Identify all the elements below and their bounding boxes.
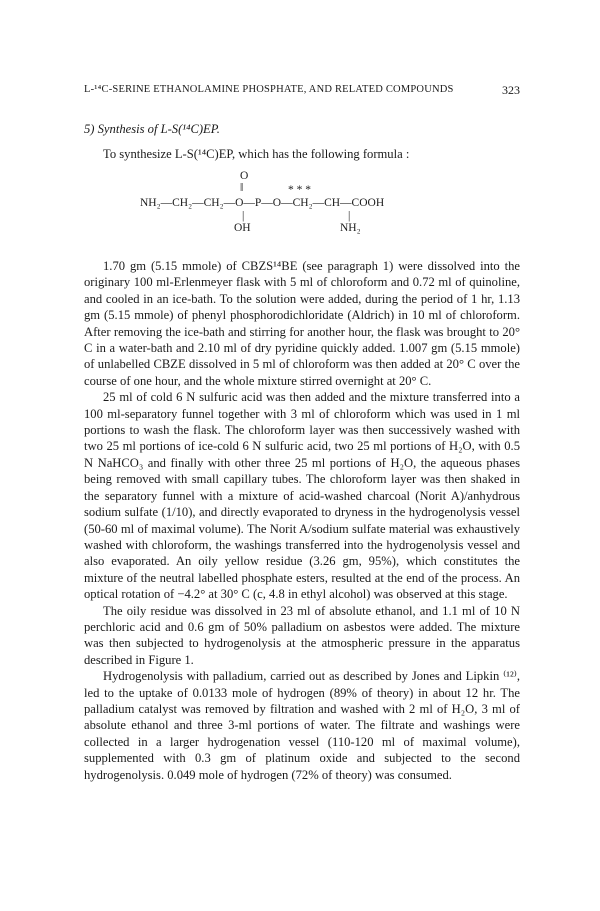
formula-hydroxyl: OH (234, 222, 251, 234)
formula-main-chain: NH₂—CH₂—CH₂—O—P—O—CH₂—CH—COOH (140, 197, 385, 209)
paragraph-1: 1.70 gm (5.15 mmole) of CBZS¹⁴BE (see paragraph 1) were dissolved into the originary 100 ml-Erlenmeyer flask with 5 ml of chloroform and 0.72 ml of quinoline, and cooled in an ice-bath. To the solution were added, during the period of 1 hr, 1.13 gm (5.15 mmole) of phenyl phosphorodichloridate (Aldrich) in 10 ml of chloroform. After removing the ice-bath and stirring for another hour, the flask was brought to 20° C in a water-bath and 2.10 ml of dry pyridine quickly added. 1.007 gm (5.15 mmole) of unlabelled CBZE dissolved in 5 ml of chloroform was then added at 20° C over the course of one hour, and the whole mixture stirred overnight at 20° C. (84, 259, 520, 388)
running-header (84, 84, 520, 100)
formula-double-bond: ‖ (240, 182, 244, 194)
paragraph-3: The oily residue was dissolved in 23 ml of absolute ethanol, and 1.1 ml of 10 N perchloric acid and 0.6 gm of 50% palladium on asbestos were added. The mixture was then subjected to hydrogenolysis at the atmospheric pressure in the apparatus described in Figure 1. (84, 603, 520, 667)
body-text (84, 258, 520, 783)
formula-labels-stars: * * * (288, 184, 311, 196)
formula-single-bond-left: | (242, 210, 245, 222)
page-number: 323 (502, 83, 520, 97)
running-title: L-¹⁴C-SERINE ETHANOLAMINE PHOSPHATE, AND RELATED COMPOUNDS (84, 84, 454, 95)
formula-amine: NH₂ (340, 222, 361, 234)
chemical-formula (130, 170, 450, 250)
section-heading: 5) Synthesis of L-S(¹⁴C)EP. (84, 122, 220, 136)
paragraph-2: 25 ml of cold 6 N sulfuric acid was then added and the mixture transferred into a 100 ml-separatory funnel together with 3 ml of chloroform which was used in 1 ml portions to wash the flask. The chloroform layer was then successively washed with two 25 ml portions of ice-cold 6 N sulfuric acid, two 25 ml portions of H₂O, with 0.5 N NaHCO₃ and finally with other three 25 ml portions of H₂O, the aqueous phases being removed with small capillary tubes. The chloroform layer was then shaked in the separatory funnel with a mixture of acid-washed charcoal (Norit A)/anhydrous sodium sulfate (1/10), and directly evaporated to dryness in the hydrogenolysis vessel (50-60 ml of maximal volume). The Norit A/sodium sulfate material was exhaustively washed with chloroform, the washings transferred into the hydrogenolysis vessel and also evaporated. An oily yellow residue (3.26 gm, 95%), which constitutes the mixture of the neutral labelled phosphate esters, resulted at the end of the process. An optical rotation of −4.2° at 30° C (c, 4.8 in ethyl alcohol) was observed at this stage. (84, 390, 520, 602)
paragraph-4: Hydrogenolysis with palladium, carried out as described by Jones and Lipkin ⁽¹²⁾, led to the uptake of 0.0133 mole of hydrogen (89% of theory) in about 12 hr. The palladium catalyst was removed by filtration and washed with 2 ml of H₂O, 3 ml of absolute ethanol and three 3-ml portions of water. The filtrate and washings were collected in a larger hydrogenation vessel (110-120 ml of maximal volume), supplemented with 0.3 gm of platinum oxide and subjected to the second hydrogenolysis. 0.049 mole of hydrogen (72% of theory) was consumed. (84, 669, 520, 782)
formula-oxygen-top: O (240, 170, 249, 182)
formula-single-bond-right: | (348, 210, 351, 222)
intro-sentence: To synthesize L-S(¹⁴C)EP, which has the following formula : (103, 147, 410, 161)
